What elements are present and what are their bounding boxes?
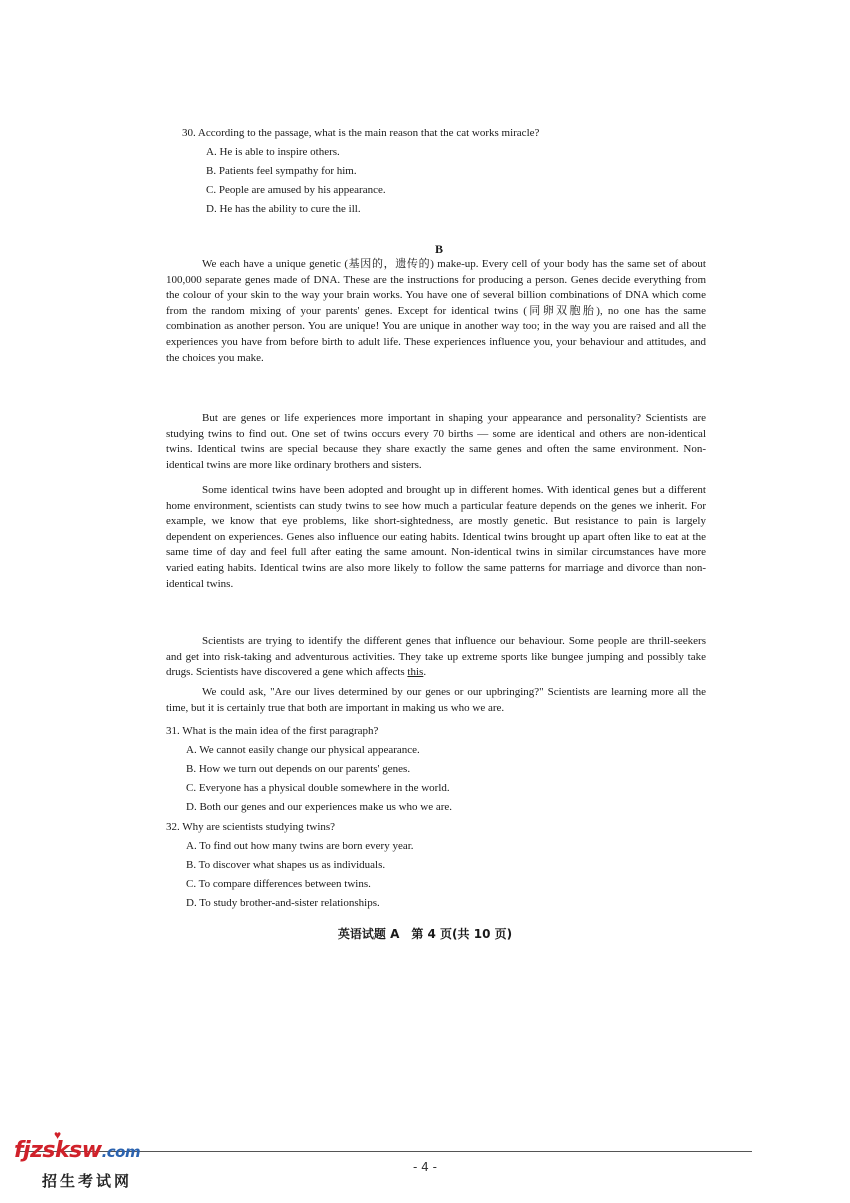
paragraph-text-start: Scientists are trying to identify the different genes that influence our behaviour. Some people are thrill-seekers and get into risk-taking and adventurous activities. They take up extreme sports like bungee jumping and possibly take drugs. Scientists have discovered a gene which affects: [166, 635, 706, 679]
option-a: A. He is able to inspire others.: [206, 146, 340, 158]
paragraph-text: We each have a unique genetic (基因的，遗传的) make-up. Every cell of your body has the same set of about 100,000 separate genes made of DNA. These are the instructions for producing a person. Genes decide everything from the colour of your skin to the way your brain works. You have one of several billion combinations of DNA which come from the random mixing of your parents' genes. Except for identical twins (同卵双胞胎), no one has the same combination as another person. You are unique! You are unique in another way too; in the way you are raised and all the experiences you have from before birth to adult life. These experiences influence you, your behaviour and attitudes, and the choices you make.: [166, 258, 706, 364]
option-b: B. Patients feel sympathy for him.: [206, 165, 357, 177]
paragraph-text-end: .: [423, 666, 427, 679]
paragraph-text: [166, 634, 706, 681]
question-31: [166, 722, 706, 817]
question-stem: 31. What is the main idea of the first paragraph?: [166, 725, 379, 737]
logo-brand: [14, 1138, 140, 1163]
question-32: [166, 818, 706, 913]
passage-paragraph-3: [166, 483, 706, 592]
passage-paragraph-4: [166, 634, 706, 681]
option-d: D. Both our genes and our experiences make us who we are.: [186, 801, 453, 813]
option-c: C. To compare differences between twins.: [186, 878, 371, 890]
passage-paragraph-5: [166, 685, 706, 716]
paragraph-text: But are genes or life experiences more important in shaping your appearance and personality? Scientists are studying twins to find out. One set of twins occurs every 70 births — some are identical and others are non-identical twins. Identical twins are special because they share exactly the same genes and often the same environment. Non-identical twins are more like ordinary brothers and sisters.: [166, 412, 706, 471]
paragraph-text: We could ask, "Are our lives determined by our genes or our upbringing?" Scientists are learning more all the time, but it is certainly true that both are important in making us who we are.: [166, 686, 706, 714]
option-b: B. To discover what shapes us as individuals.: [186, 859, 386, 871]
heart-icon: ♥: [54, 1128, 62, 1142]
logo-domain-suffix: .com: [101, 1143, 141, 1161]
paragraph-text: Some identical twins have been adopted and brought up in different homes. With identical genes but a different home environment, scientists can study twins to see how much a particular feature depends on the genes we inherit. For example, we know that eye problems, like short-sightedness, are mostly genetic. But resistance to pain is largely dependent on experiences. Genes also influence our eating habits. Identical twins brought up apart often like to eat at the same time of day and feel full after eating the same amount. Non-identical twins in similar circumstances have more varied eating habits. Identical twins are also more likely to follow the same patterns for marriage and divorce than non-identical twins.: [166, 484, 706, 590]
option-d: D. To study brother-and-sister relationships.: [186, 897, 380, 909]
option-c: C. People are amused by his appearance.: [206, 184, 386, 196]
logo-brand-name: fjzsksw: [14, 1138, 102, 1163]
question-stem: 30. According to the passage, what is the main reason that the cat works miracle?: [182, 127, 540, 139]
page-number: - 4 -: [413, 1160, 437, 1174]
question-stem: 32. Why are scientists studying twins?: [166, 821, 336, 833]
passage-paragraph-2: [166, 411, 706, 473]
site-logo[interactable]: [14, 1128, 184, 1194]
section-title: B: [435, 242, 444, 256]
page-footer-title: 英语试题 A 第 4 页(共 10 页): [337, 927, 513, 941]
option-a: A. We cannot easily change our physical appearance.: [186, 744, 420, 756]
question-30: [182, 124, 702, 219]
logo-subtitle: 招生考试网: [42, 1172, 133, 1190]
option-c: C. Everyone has a physical double somewhere in the world.: [186, 782, 450, 794]
option-d: D. He has the ability to cure the ill.: [206, 203, 361, 215]
option-b: B. How we turn out depends on our parents' genes.: [186, 763, 411, 775]
option-a: A. To find out how many twins are born every year.: [186, 840, 414, 852]
underlined-word: this: [407, 666, 424, 679]
passage-paragraph-1: [166, 257, 706, 366]
